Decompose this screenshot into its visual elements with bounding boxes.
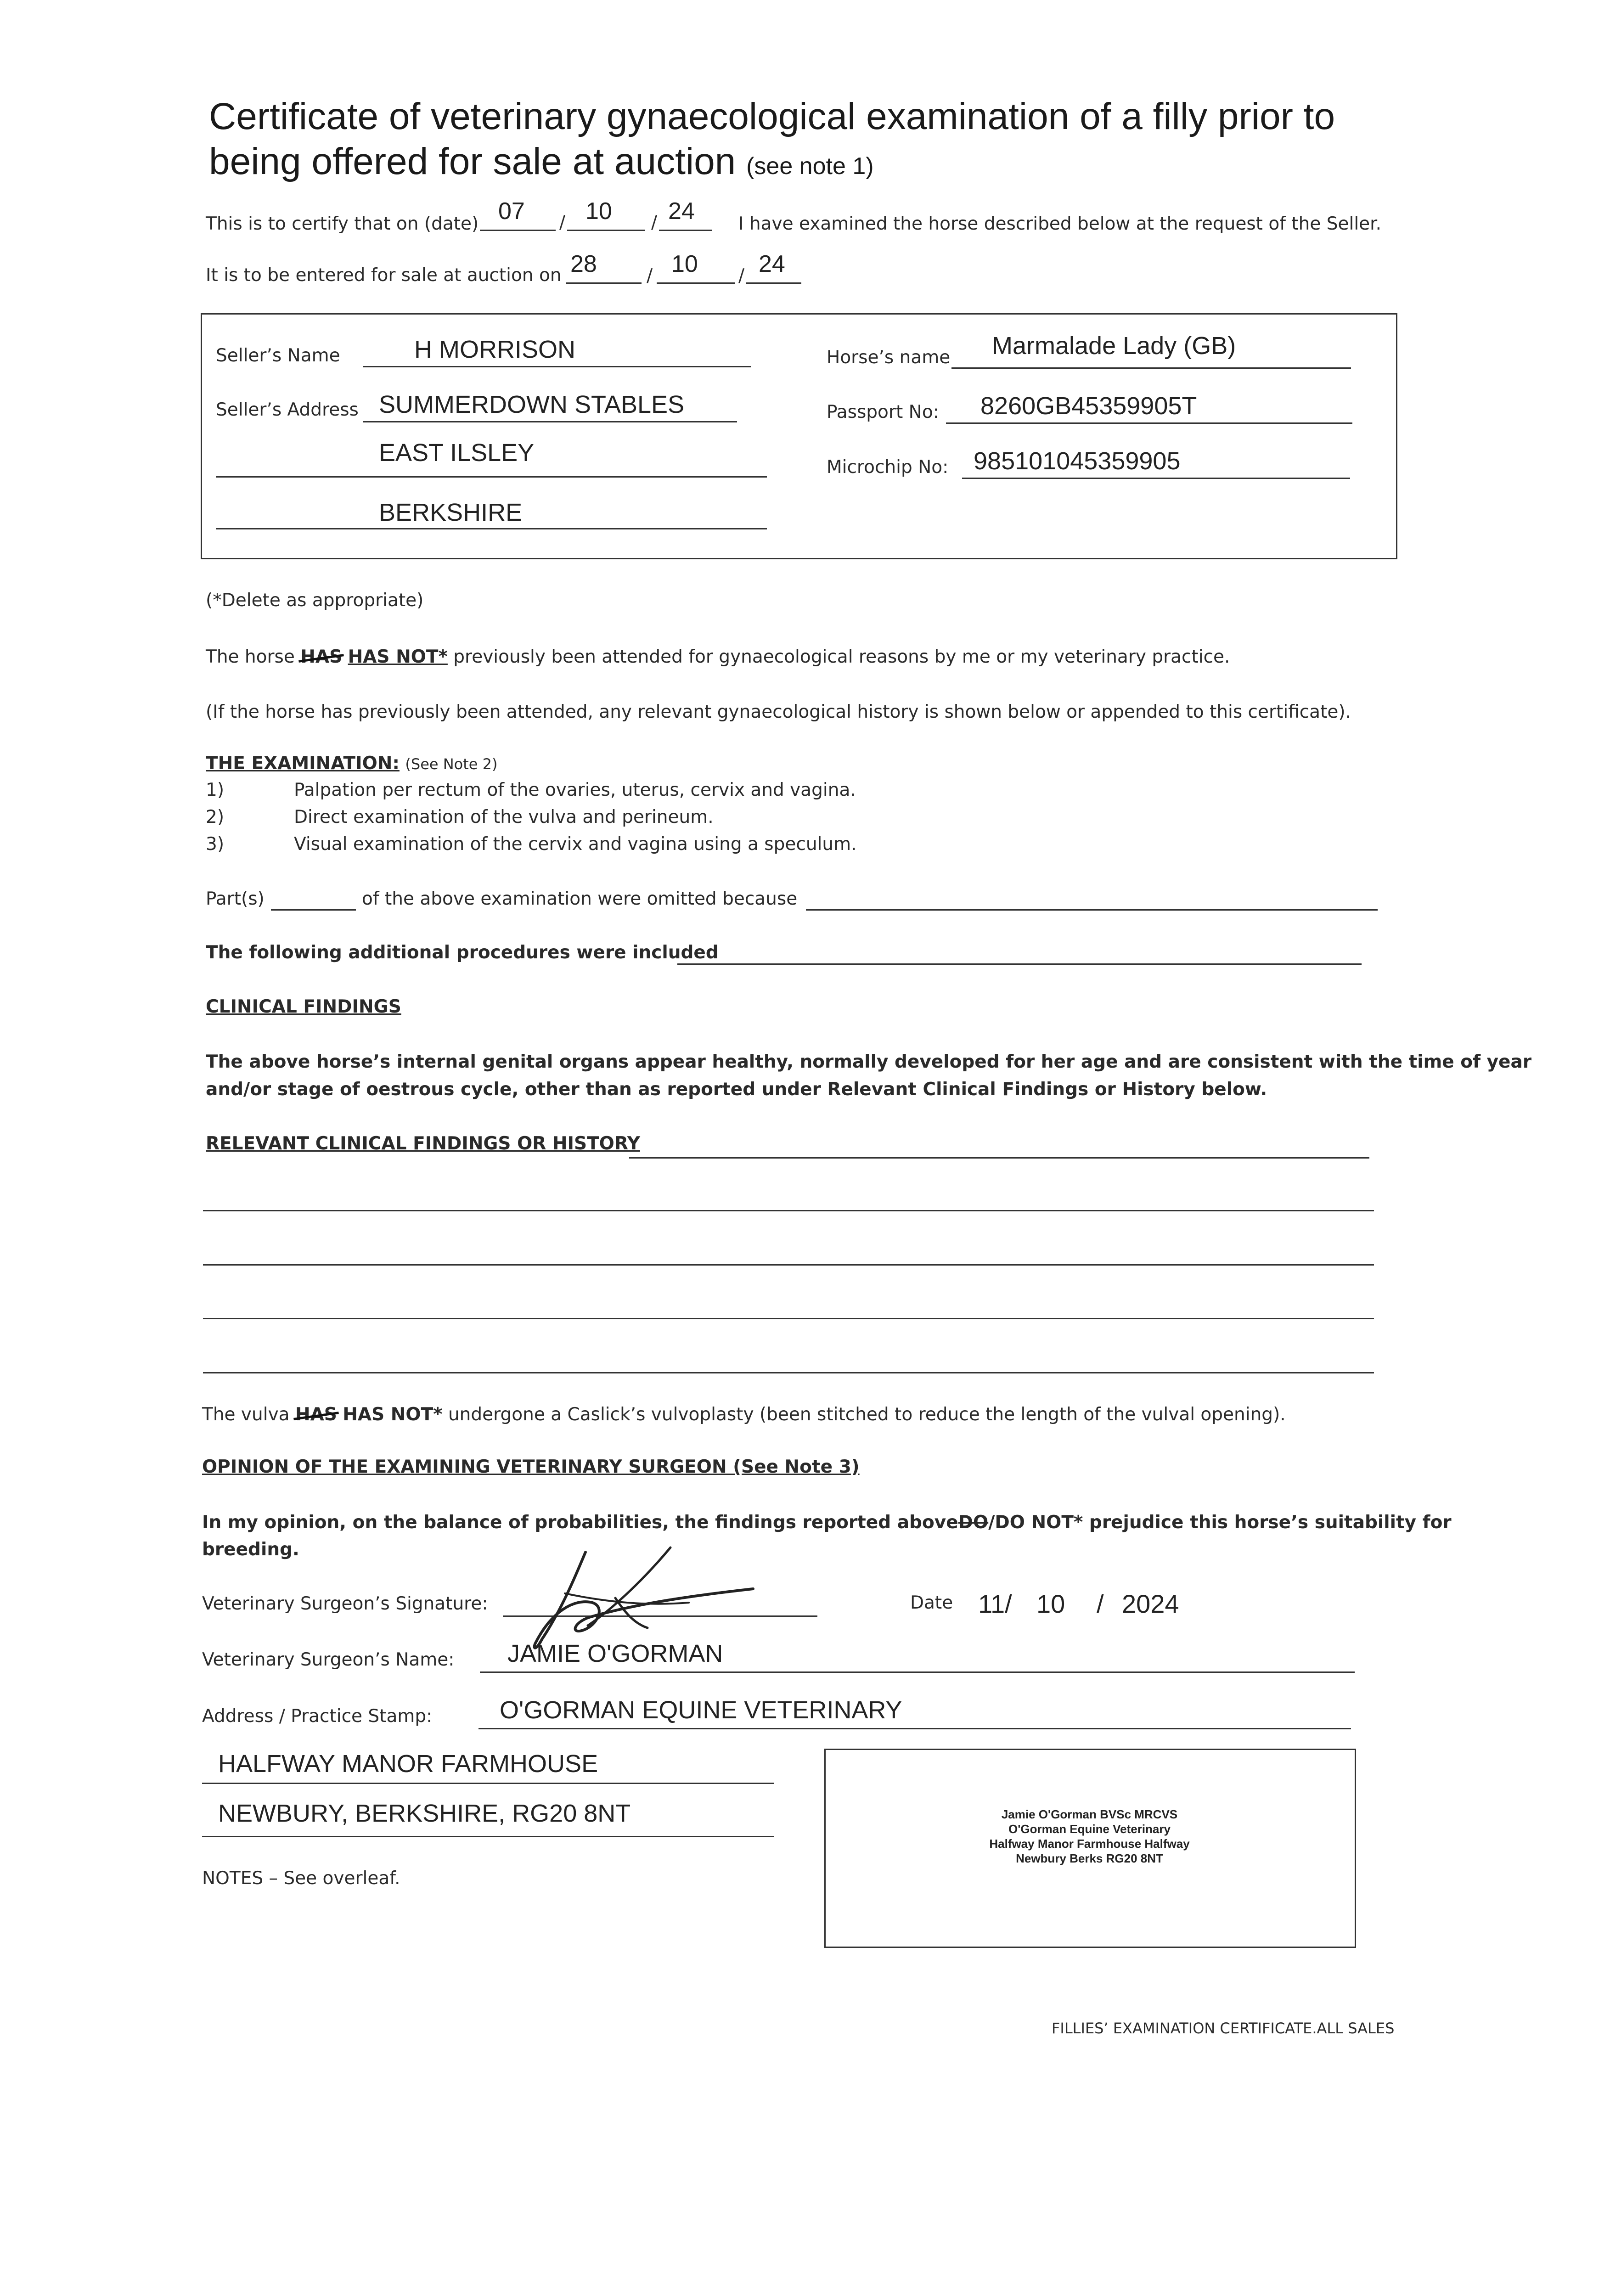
date-day: 11/ — [978, 1589, 1012, 1618]
attended-choice: HAS NOT* — [348, 647, 448, 667]
auction-prefix: It is to be entered for sale at auction on — [206, 265, 562, 286]
certificate-title-line1: Certificate of veterinary gynaecological examination of a filly prior to — [209, 96, 1335, 137]
examination-note: (See Note 2) — [405, 755, 498, 773]
horse-name-label: Horse’s name — [827, 347, 951, 368]
date-year: 2024 — [1122, 1589, 1179, 1618]
microchip-line — [962, 478, 1350, 479]
delete-note: (*Delete as appropriate) — [206, 590, 424, 611]
date-label: Date — [910, 1593, 953, 1613]
surgeon-name-label: Veterinary Surgeon’s Name: — [202, 1649, 455, 1670]
practice-line — [478, 1728, 1351, 1729]
stamp-line4: Newbury Berks RG20 8NT — [1016, 1851, 1163, 1865]
vulva-prefix: The vulva — [202, 1404, 290, 1425]
auction-day-line — [566, 282, 642, 284]
auction-year-line — [746, 282, 801, 284]
practice-stamp — [824, 1807, 1355, 1866]
exam-item-1-text: Palpation per rectum of the ovaries, uterus, cervix and vagina. — [294, 780, 856, 800]
practice-address-line1 — [202, 1783, 774, 1784]
relevant-findings-line0 — [629, 1157, 1369, 1159]
exam-item-3-num: 3) — [206, 834, 225, 855]
exam-item-2-text: Direct examination of the vulva and perineum. — [294, 807, 714, 827]
certify-day-line — [480, 230, 556, 231]
passport-label: Passport No: — [827, 402, 939, 422]
practice-name: O'GORMAN EQUINE VETERINARY — [500, 1696, 902, 1724]
certify-month-line — [567, 230, 645, 231]
omitted-prefix: Part(s) — [206, 889, 265, 909]
microchip-number: 985101045359905 — [974, 447, 1181, 475]
seller-name-label: Seller’s Name — [216, 345, 340, 366]
stamp-line1: Jamie O'Gorman BVSc MRCVS — [1001, 1807, 1178, 1821]
vulva-statement — [202, 1404, 1286, 1425]
title-note: (see note 1) — [746, 153, 874, 180]
clinical-findings-line1: The above horse’s internal genital organs appear healthy, normally developed for her age and are consistent with the time of year — [206, 1052, 1532, 1072]
clinical-findings-line2: and/or stage of oestrous cycle, other than as reported under Relevant Clinical Findings or History below. — [206, 1079, 1267, 1100]
stamp-line2: O'Gorman Equine Veterinary — [1008, 1822, 1171, 1836]
attended-prefix: The horse — [206, 647, 295, 667]
seller-address-line1 — [363, 421, 737, 422]
vulva-suffix: undergone a Caslick’s vulvoplasty (been stitched to reduce the length of the vulval opening). — [448, 1404, 1286, 1425]
seller-name: H MORRISON — [414, 336, 575, 363]
omitted-parts-line — [271, 909, 356, 911]
certify-prefix: This is to certify that on (date) — [206, 214, 479, 234]
seller-address-line2 — [216, 476, 767, 478]
practice-address-line2 — [202, 1836, 774, 1837]
examination-heading-text: THE EXAMINATION: — [206, 753, 400, 774]
opinion-line2: breeding. — [202, 1539, 299, 1560]
relevant-findings-line4 — [203, 1372, 1374, 1373]
microchip-label: Microchip No: — [827, 457, 949, 478]
auction-day: 28 — [570, 251, 597, 277]
relevant-findings-line1 — [203, 1210, 1374, 1211]
opinion-heading: OPINION OF THE EXAMINING VETERINARY SURGEON (See Note 3) — [202, 1457, 860, 1477]
certify-sep2: / — [651, 212, 658, 233]
horse-name: Marmalade Lady (GB) — [992, 332, 1236, 360]
history-note: (If the horse has previously been attended, any relevant gynaecological history is shown below or appended to this certificate). — [206, 702, 1351, 722]
date-sep: / — [1097, 1589, 1104, 1618]
certify-sep1: / — [559, 212, 566, 233]
relevant-findings-line2 — [203, 1264, 1374, 1266]
attended-suffix: previously been attended for gynaecological reasons by me or my veterinary practice. — [453, 647, 1230, 667]
stamp-line3: Halfway Manor Farmhouse Halfway — [989, 1837, 1190, 1851]
vulva-struck-option: HAS — [295, 1404, 337, 1425]
auction-sep2: / — [738, 265, 745, 286]
examination-heading — [206, 753, 498, 774]
vulva-choice: HAS NOT* — [343, 1404, 443, 1425]
exam-item-3-text: Visual examination of the cervix and vagina using a speculum. — [294, 834, 857, 855]
auction-sep1: / — [647, 265, 653, 286]
seller-address-label: Seller’s Address — [216, 400, 359, 420]
practice-address1: HALFWAY MANOR FARMHOUSE — [218, 1750, 598, 1778]
relevant-findings-line3 — [203, 1318, 1374, 1319]
signature-label: Veterinary Surgeon’s Signature: — [202, 1593, 488, 1614]
opinion-struck-option: DO — [958, 1512, 989, 1533]
exam-item-1-num: 1) — [206, 780, 225, 800]
opinion-line1-b: /DO NOT* prejudice this horse’s suitability for — [988, 1512, 1452, 1533]
exam-item-2-num: 2) — [206, 807, 225, 827]
relevant-findings-heading: RELEVANT CLINICAL FINDINGS OR HISTORY — [206, 1133, 640, 1154]
seller-address1: SUMMERDOWN STABLES — [379, 391, 685, 418]
surgeon-name: JAMIE O'GORMAN — [507, 1640, 723, 1667]
certify-day: 07 — [498, 198, 525, 225]
seller-address3: BERKSHIRE — [379, 499, 523, 526]
opinion-line1-a: In my opinion, on the balance of probabilities, the findings reported above — [202, 1512, 958, 1533]
passport-line — [946, 422, 1352, 424]
omitted-middle: of the above examination were omitted because — [362, 889, 798, 909]
omitted-reason-line — [806, 909, 1378, 911]
opinion-line1 — [202, 1512, 1452, 1533]
certify-suffix: I have examined the horse described below at the request of the Seller. — [738, 214, 1382, 234]
clinical-findings-heading: CLINICAL FINDINGS — [206, 996, 401, 1017]
date-month: 10 — [1036, 1589, 1065, 1618]
auction-month-line — [657, 282, 735, 284]
certify-year-line — [659, 230, 712, 231]
title-line2-text: being offered for sale at auction — [209, 141, 736, 182]
attended-statement — [206, 647, 1230, 667]
notes-see-overleaf: NOTES – See overleaf. — [202, 1868, 400, 1889]
surgeon-name-line — [480, 1671, 1355, 1673]
seller-name-line — [363, 366, 751, 367]
auction-month: 10 — [671, 251, 698, 277]
certify-year: 24 — [668, 198, 695, 225]
certificate-title-line2 — [209, 139, 874, 189]
horse-name-line — [951, 367, 1351, 369]
certify-month: 10 — [585, 198, 612, 225]
attended-struck-option: HAS — [300, 647, 343, 667]
practice-address-label: Address / Practice Stamp: — [202, 1706, 433, 1727]
additional-procedures-line — [677, 963, 1362, 965]
additional-procedures-label: The following additional procedures were included — [206, 942, 719, 963]
practice-address2: NEWBURY, BERKSHIRE, RG20 8NT — [218, 1800, 631, 1827]
seller-address2: EAST ILSLEY — [379, 439, 535, 467]
auction-year: 24 — [759, 251, 785, 277]
footer-certificate-name: FILLIES’ EXAMINATION CERTIFICATE.ALL SALES — [1052, 2020, 1395, 2037]
passport-number: 8260GB45359905T — [980, 392, 1197, 420]
seller-address-line3 — [216, 528, 767, 529]
